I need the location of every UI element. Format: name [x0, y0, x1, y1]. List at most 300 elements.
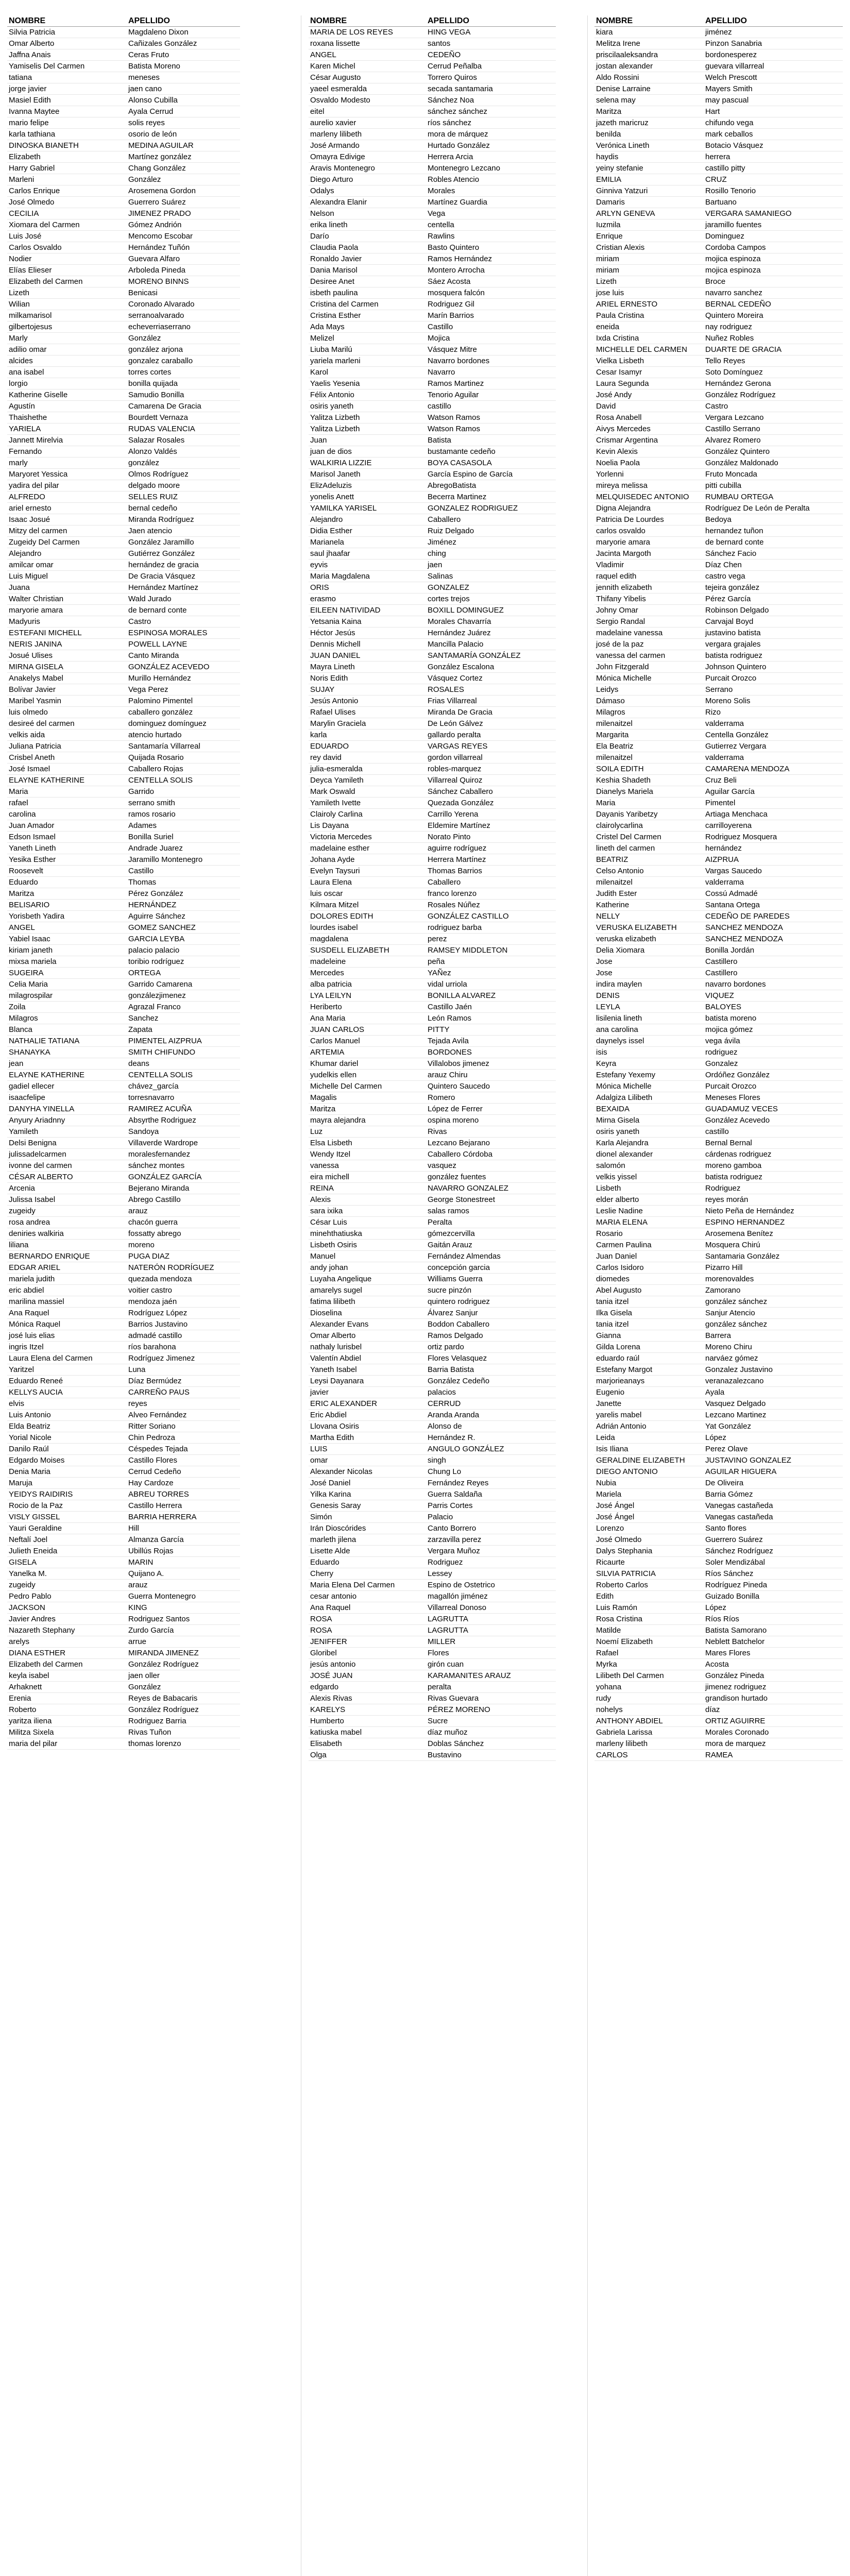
apellido-cell: arauz Chiru [426, 1070, 556, 1081]
apellido-cell: Martínez gonzález [127, 151, 240, 163]
apellido-cell: castillo pitty [704, 163, 843, 174]
table-row [594, 412, 843, 423]
nombre-cell: Lis Dayana [309, 820, 426, 832]
apellido-cell: Thomas Barrios [426, 866, 556, 877]
nombre-cell: Ricaurte [594, 1557, 704, 1568]
table-row [7, 548, 240, 560]
name-table-1 [7, 15, 240, 1750]
nombre-cell: jostan alexander [594, 61, 704, 72]
table-row [7, 333, 240, 344]
nombre-cell: Milagros [7, 1013, 127, 1024]
apellido-cell: Purcait Orozco [704, 673, 843, 684]
apellido-cell: Santamaria González [704, 1251, 843, 1262]
apellido-cell: hernández [704, 843, 843, 854]
table-row [594, 1659, 843, 1670]
table-row [7, 979, 240, 990]
table-row [594, 650, 843, 662]
apellido-cell: grandison hurtado [704, 1693, 843, 1704]
table-row [7, 412, 240, 423]
table-row [309, 1024, 556, 1036]
table-row [309, 1228, 556, 1240]
nombre-cell: Madyuris [7, 616, 127, 628]
table-row [594, 730, 843, 741]
table-row [594, 117, 843, 129]
table-row [594, 696, 843, 707]
apellido-cell: Rodriguez Santos [127, 1614, 240, 1625]
table-row [7, 355, 240, 367]
nombre-cell: Osvaldo Modesto [309, 95, 426, 106]
nombre-cell: Estefany Margot [594, 1364, 704, 1376]
apellido-cell: franco lorenzo [426, 888, 556, 900]
table-row [7, 922, 240, 934]
table-row [594, 1126, 843, 1138]
nombre-cell: EDUARDO [309, 741, 426, 752]
apellido-cell: Abrego Castillo [127, 1194, 240, 1206]
nombre-cell: Melizel [309, 333, 426, 344]
table-row [309, 1693, 556, 1704]
nombre-cell: César Augusto [309, 72, 426, 83]
table-row [7, 1104, 240, 1115]
apellido-cell: vidal urriola [426, 979, 556, 990]
apellido-cell: Bartuano [704, 197, 843, 208]
table-row [7, 1444, 240, 1455]
nombre-cell: Milagros [594, 707, 704, 718]
nombre-cell: JUAN CARLOS [309, 1024, 426, 1036]
apellido-cell: mora de marquez [704, 1738, 843, 1750]
table-row [7, 1138, 240, 1149]
apellido-cell: Mares Flores [704, 1648, 843, 1659]
table-row [7, 662, 240, 673]
nombre-cell: SILVIA PATRICIA [594, 1568, 704, 1580]
table-row [594, 1047, 843, 1058]
table-row [309, 355, 556, 367]
apellido-cell: ROSALES [426, 684, 556, 696]
table-row [7, 276, 240, 287]
nombre-cell: MARIA ELENA [594, 1217, 704, 1228]
table-row [594, 718, 843, 730]
table-row [309, 548, 556, 560]
apellido-cell: Herrera Arcia [426, 151, 556, 163]
nombre-cell: Mónica Michelle [594, 1081, 704, 1092]
apellido-cell: PÉREZ MORENO [426, 1704, 556, 1716]
table-row [7, 1013, 240, 1024]
nombre-cell: Mitzy del carmen [7, 526, 127, 537]
table-row [309, 1353, 556, 1364]
nombre-cell: maria del pilar [7, 1738, 127, 1750]
apellido-cell: Soto Domínguez [704, 367, 843, 378]
table-row [594, 1387, 843, 1398]
table-row [309, 185, 556, 197]
table-row [594, 560, 843, 571]
table-row [594, 1342, 843, 1353]
nombre-cell: Alexis Rivas [309, 1693, 426, 1704]
apellido-cell: Gonzalez Justavino [704, 1364, 843, 1376]
table-row [594, 1217, 843, 1228]
table-row [309, 560, 556, 571]
nombre-cell: eduardo raúl [594, 1353, 704, 1364]
table-row [594, 1682, 843, 1693]
apellido-cell: Castillo Jaén [426, 1002, 556, 1013]
table-row [7, 809, 240, 820]
apellido-cell: Caballero Rojas [127, 764, 240, 775]
table-row [7, 1217, 240, 1228]
nombre-cell: Adalgiza Lilibeth [594, 1092, 704, 1104]
apellido-cell: ríos sánchez [426, 117, 556, 129]
table-row [594, 469, 843, 480]
nombre-cell: milkamarisol [7, 310, 127, 321]
table-row [7, 1070, 240, 1081]
apellido-cell: SMITH CHIFUNDO [127, 1047, 240, 1058]
apellido-cell: Rodriguez [704, 1183, 843, 1194]
table-row [309, 809, 556, 820]
apellido-cell: Batista [426, 435, 556, 446]
nombre-cell: Nubia [594, 1478, 704, 1489]
apellido-cell: chávez_garcía [127, 1081, 240, 1092]
apellido-cell: Montenegro Lezcano [426, 163, 556, 174]
table-row [7, 435, 240, 446]
table-row [7, 820, 240, 832]
nombre-cell: Evelyn Taysuri [309, 866, 426, 877]
table-row [309, 1716, 556, 1727]
table-row [309, 990, 556, 1002]
nombre-cell: Maria [594, 798, 704, 809]
nombre-cell: Lisbeth Osiris [309, 1240, 426, 1251]
apellido-cell: González Quintero [704, 446, 843, 457]
apellido-cell: bonilla quijada [127, 378, 240, 389]
table-row [309, 95, 556, 106]
table-row [7, 718, 240, 730]
apellido-cell: Ayala [704, 1387, 843, 1398]
nombre-cell: Edgardo Moises [7, 1455, 127, 1466]
nombre-cell: Alejandro [7, 548, 127, 560]
apellido-cell: Luna [127, 1364, 240, 1376]
table-row [309, 503, 556, 514]
nombre-cell: LEYLA [594, 1002, 704, 1013]
apellido-cell: Rosillo Tenorio [704, 185, 843, 197]
table-row [594, 934, 843, 945]
nombre-cell: Elías Elieser [7, 265, 127, 276]
table-row [309, 1364, 556, 1376]
nombre-cell: Yabiel Isaac [7, 934, 127, 945]
table-row [309, 1104, 556, 1115]
table-row [309, 287, 556, 299]
apellido-cell: thomas lorenzo [127, 1738, 240, 1750]
apellido-cell: NAVARRO GONZALEZ [426, 1183, 556, 1194]
nombre-cell: marilina massiel [7, 1296, 127, 1308]
table-row [594, 1070, 843, 1081]
table-row [594, 1296, 843, 1308]
apellido-cell: CRUZ [704, 174, 843, 185]
apellido-cell: Villarreal Quiroz [426, 775, 556, 786]
apellido-cell: Herrera Martínez [426, 854, 556, 866]
nombre-cell: Aravis Montenegro [309, 163, 426, 174]
nombre-cell: Genesis Saray [309, 1500, 426, 1512]
table-row [7, 1376, 240, 1387]
nombre-cell: MELQUISEDEC ANTONIO [594, 492, 704, 503]
apellido-cell: MEDINA AGUILAR [127, 140, 240, 151]
apellido-cell: gómezcervilla [426, 1228, 556, 1240]
table-row [594, 355, 843, 367]
apellido-cell: quezada mendoza [127, 1274, 240, 1285]
nombre-cell: MIRNA GISELA [7, 662, 127, 673]
apellido-cell: LAGRUTTA [426, 1614, 556, 1625]
nombre-cell: Abel Augusto [594, 1285, 704, 1296]
table-row [7, 1036, 240, 1047]
apellido-cell: Almanza García [127, 1534, 240, 1546]
table-row [309, 1308, 556, 1319]
nombre-cell: Yanelka M. [7, 1568, 127, 1580]
table-row [594, 38, 843, 49]
nombre-cell: amarelys sugel [309, 1285, 426, 1296]
table-row [594, 1115, 843, 1126]
apellido-cell: aguirre rodríguez [426, 843, 556, 854]
name-table-3 [594, 15, 843, 1761]
table-row [309, 1432, 556, 1444]
nombre-cell: Simón [309, 1512, 426, 1523]
table-row [309, 1591, 556, 1602]
apellido-cell: ORTIZ AGUIRRE [704, 1716, 843, 1727]
apellido-cell: AIZPRUA [704, 854, 843, 866]
nombre-cell: nohelys [594, 1704, 704, 1716]
apellido-cell: Murillo Hernández [127, 673, 240, 684]
table-row [594, 1523, 843, 1534]
table-row [594, 1398, 843, 1410]
apellido-cell: Garrido [127, 786, 240, 798]
apellido-cell: Guerrero Suárez [704, 1534, 843, 1546]
table-row [594, 1376, 843, 1387]
table-row [7, 253, 240, 265]
apellido-cell: Salinas [426, 571, 556, 582]
apellido-cell: singh [426, 1455, 556, 1466]
apellido-cell: ORTEGA [127, 968, 240, 979]
apellido-cell: Soler Mendizábal [704, 1557, 843, 1568]
table-row [309, 412, 556, 423]
apellido-cell: Artiaga Menchaca [704, 809, 843, 820]
table-row [309, 820, 556, 832]
apellido-cell: Agrazal Franco [127, 1002, 240, 1013]
nombre-cell: vanessa del carmen [594, 650, 704, 662]
apellido-cell: jiménez [704, 27, 843, 38]
apellido-cell: Rodriguez Mosquera [704, 832, 843, 843]
nombre-cell: SUGEIRA [7, 968, 127, 979]
table-row [309, 1240, 556, 1251]
nombre-cell: Marianela [309, 537, 426, 548]
nombre-cell: Wendy Itzel [309, 1149, 426, 1160]
table-row [7, 174, 240, 185]
apellido-cell: Quijada Rosario [127, 752, 240, 764]
nombre-cell: Edson Ismael [7, 832, 127, 843]
table-row [594, 594, 843, 605]
table-row [594, 582, 843, 594]
table-row [7, 1172, 240, 1183]
nombre-cell: ANTHONY ABDIEL [594, 1716, 704, 1727]
apellido-cell: Zurdo García [127, 1625, 240, 1636]
nombre-cell: Maria Elena Del Carmen [309, 1580, 426, 1591]
apellido-cell: RUMBAU ORTEGA [704, 492, 843, 503]
table-row [7, 832, 240, 843]
table-row [309, 117, 556, 129]
nombre-cell: javier [309, 1387, 426, 1398]
nombre-cell: benilda [594, 129, 704, 140]
nombre-cell: mixsa mariela [7, 956, 127, 968]
apellido-cell: ABREU TORRES [127, 1489, 240, 1500]
apellido-cell: Chung Lo [426, 1466, 556, 1478]
apellido-cell: Ramos Martinez [426, 378, 556, 389]
apellido-cell: Mojica [426, 333, 556, 344]
apellido-cell: Torrero Quiros [426, 72, 556, 83]
nombre-cell: raquel edith [594, 571, 704, 582]
apellido-cell: Santamaría Villarreal [127, 741, 240, 752]
nombre-cell: Denise Larraine [594, 83, 704, 95]
nombre-cell: Keshia Shadeth [594, 775, 704, 786]
nombre-cell: ingris Itzel [7, 1342, 127, 1353]
table-row [594, 446, 843, 457]
apellido-cell: Frias Villarreal [426, 696, 556, 707]
nombre-cell: Gilda Lorena [594, 1342, 704, 1353]
table-row [7, 185, 240, 197]
nombre-cell: Noris Edith [309, 673, 426, 684]
apellido-cell: navarro bordones [704, 979, 843, 990]
apellido-cell: Tello Reyes [704, 355, 843, 367]
apellido-cell: AGUILAR HIGUERA [704, 1466, 843, 1478]
table-row [7, 1614, 240, 1625]
apellido-cell: Williams Guerra [426, 1274, 556, 1285]
apellido-cell: Adames [127, 820, 240, 832]
table-row [594, 242, 843, 253]
table-row [309, 1058, 556, 1070]
apellido-cell: castillo [426, 401, 556, 412]
table-row [309, 1421, 556, 1432]
nombre-cell: Cristina del Carmen [309, 299, 426, 310]
nombre-cell: madeleine [309, 956, 426, 968]
apellido-cell: RUDAS VALENCIA [127, 423, 240, 435]
apellido-cell: MILLER [426, 1636, 556, 1648]
nombre-cell: tania itzel [594, 1296, 704, 1308]
table-row [594, 480, 843, 492]
apellido-cell: González Maldonado [704, 457, 843, 469]
table-row [594, 1092, 843, 1104]
nombre-cell: Neftalí Joel [7, 1534, 127, 1546]
nombre-cell: Kevin Alexis [594, 446, 704, 457]
apellido-cell: Castillo Flores [127, 1455, 240, 1466]
nombre-cell: milagrospilar [7, 990, 127, 1002]
table-row [309, 435, 556, 446]
nombre-cell: Victoria Mercedes [309, 832, 426, 843]
table-row [309, 1704, 556, 1716]
nombre-cell: Celso Antonio [594, 866, 704, 877]
table-row [309, 106, 556, 117]
apellido-cell: Thomas [127, 877, 240, 888]
apellido-cell: Pinzon Sanabria [704, 38, 843, 49]
table-row [594, 1262, 843, 1274]
apellido-cell: torres cortes [127, 367, 240, 378]
table-row [7, 1432, 240, 1444]
nombre-cell: Marylin Graciela [309, 718, 426, 730]
nombre-cell: Erenia [7, 1693, 127, 1704]
table-row [309, 242, 556, 253]
nombre-cell: arelys [7, 1636, 127, 1648]
table-row [594, 1194, 843, 1206]
table-row [594, 1580, 843, 1591]
apellido-cell: Guizado Bonilla [704, 1591, 843, 1602]
nombre-cell: BEXAIDA [594, 1104, 704, 1115]
apellido-cell: chifundo vega [704, 117, 843, 129]
nombre-cell: Arcenia [7, 1183, 127, 1194]
apellido-cell: sánchez sánchez [426, 106, 556, 117]
nombre-cell: edgardo [309, 1682, 426, 1693]
table-row [309, 968, 556, 979]
nombre-cell: Dámaso [594, 696, 704, 707]
nombre-cell: Lizeth [7, 287, 127, 299]
apellido-cell: Palomino Pimentel [127, 696, 240, 707]
table-row [594, 1636, 843, 1648]
nombre-cell: Crismar Argentina [594, 435, 704, 446]
apellido-cell: Nuñez Robles [704, 333, 843, 344]
table-row [309, 979, 556, 990]
apellido-cell: Rosales Núñez [426, 900, 556, 911]
table-row [309, 1160, 556, 1172]
table-row [7, 1251, 240, 1262]
nombre-cell: marly [7, 457, 127, 469]
table-row [594, 1512, 843, 1523]
table-row [309, 1410, 556, 1421]
nombre-cell: Eduardo Reneé [7, 1376, 127, 1387]
nombre-cell: eitel [309, 106, 426, 117]
nombre-cell: Delsi Benigna [7, 1138, 127, 1149]
table-row [7, 299, 240, 310]
nombre-cell: Juan Amador [7, 820, 127, 832]
nombre-cell: Keyra [594, 1058, 704, 1070]
nombre-cell: José Ángel [594, 1512, 704, 1523]
nombre-cell: Maritza [7, 888, 127, 900]
table-row [594, 27, 843, 38]
nombre-cell: Thifany Yibelis [594, 594, 704, 605]
nombre-cell: Yaritzel [7, 1364, 127, 1376]
table-row [309, 1444, 556, 1455]
nombre-cell: Yalitza Lizbeth [309, 412, 426, 423]
apellido-cell: Castillero [704, 956, 843, 968]
nombre-cell: dionel alexander [594, 1149, 704, 1160]
apellido-cell: ANGULO GONZÁLEZ [426, 1444, 556, 1455]
nombre-cell: Carlos Enrique [7, 185, 127, 197]
apellido-cell: torresnavarro [127, 1092, 240, 1104]
table-row [309, 1149, 556, 1160]
nombre-cell: Ana Maria [309, 1013, 426, 1024]
apellido-cell: Ceras Fruto [127, 49, 240, 61]
table-row [594, 401, 843, 412]
nombre-cell: Mónica Raquel [7, 1319, 127, 1330]
apellido-cell: Gutierrez Vergara [704, 741, 843, 752]
nombre-cell: zugeidy [7, 1580, 127, 1591]
nombre-cell: Aldo Rossini [594, 72, 704, 83]
table-row [594, 253, 843, 265]
apellido-cell: Broce [704, 276, 843, 287]
table-row [594, 571, 843, 582]
nombre-cell: priscilaaleksandra [594, 49, 704, 61]
nombre-cell: Elsa Lisbeth [309, 1138, 426, 1149]
apellido-cell: Vargas Saucedo [704, 866, 843, 877]
table-row [7, 1398, 240, 1410]
nombre-cell: gadiel ellecer [7, 1081, 127, 1092]
table-row [309, 1047, 556, 1058]
nombre-cell: Janette [594, 1398, 704, 1410]
nombre-cell: marleny lilibeth [309, 129, 426, 140]
apellido-cell: Sáez Acosta [426, 276, 556, 287]
apellido-cell: Dominguez [704, 231, 843, 242]
nombre-cell: luis olmedo [7, 707, 127, 718]
table-row [594, 1591, 843, 1602]
apellido-cell: Rodríguez De León de Peralta [704, 503, 843, 514]
